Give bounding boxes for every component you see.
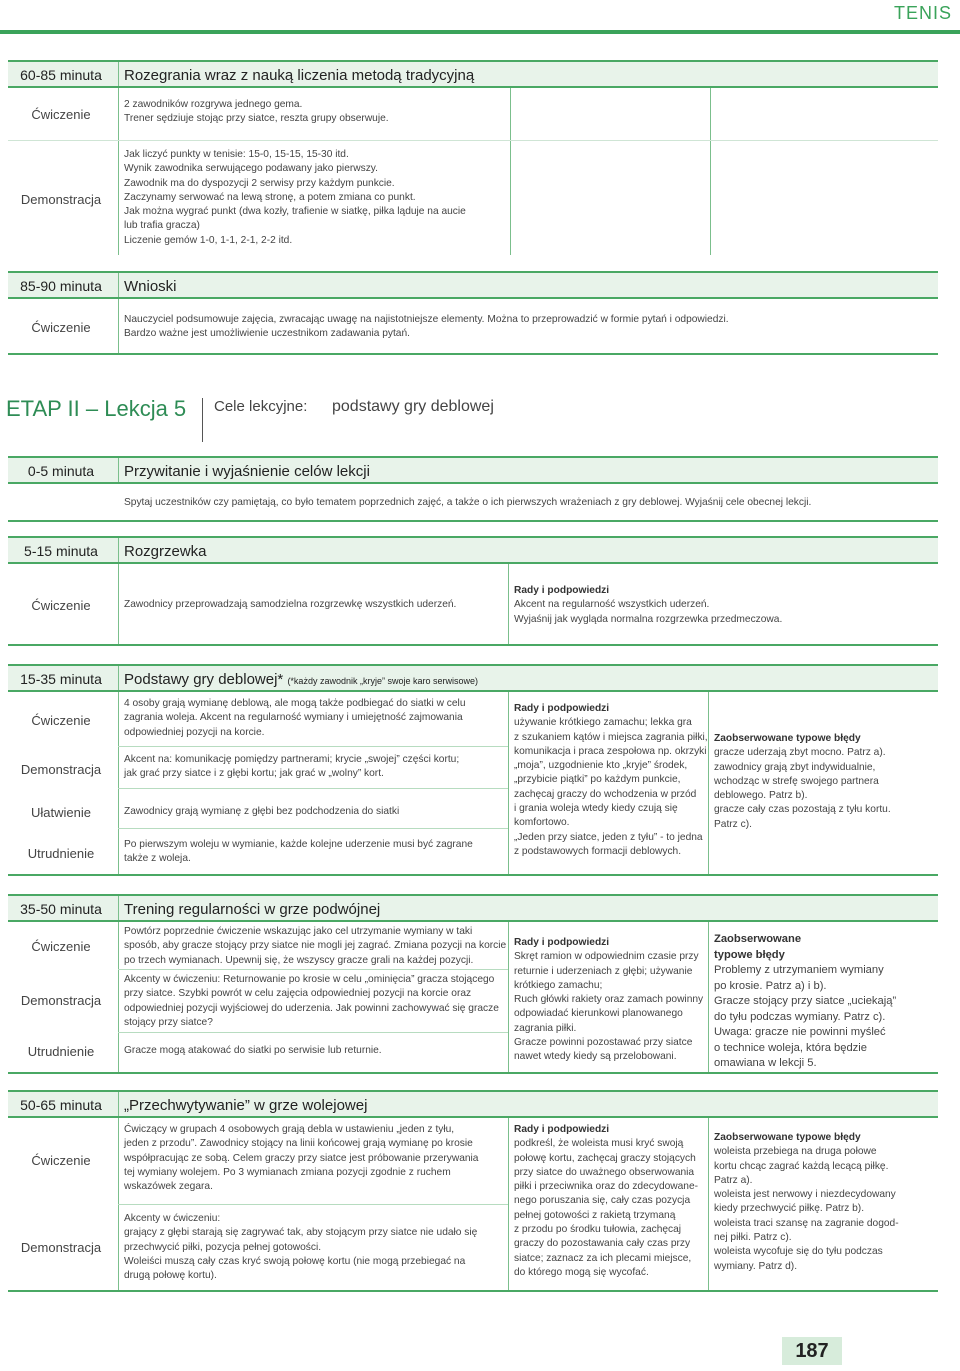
row-text: Nauczyciel podsumowuje zajęcia, zwracając uwagę na najistotniejsze elementy. Można to przeprowadzić w formie pytań i odpowiedzi. Bardzo ważne jest umożliwienie uczestnikom zadawania pytań. [124, 314, 729, 340]
header-rule [0, 30, 960, 34]
section-band [8, 271, 938, 299]
page-header [0, 0, 960, 30]
row-label: Demonstracja [20, 1240, 102, 1255]
goals-label: Cele lekcyjne: [214, 398, 308, 415]
row-label: Ćwiczenie [31, 598, 91, 613]
section-time: 60-85 minuta [20, 67, 102, 83]
row-label: Ćwiczenie [31, 713, 91, 728]
row-text: Powtórz poprzednie ćwiczenie wskazując jako cel utrzymanie wymiany w taki sposób, aby gracze stojący przy siatce nie mogli jej zagrać. Zmiana pozycji na korcie po trzech wymianach. Upewnij się, że wszyscy gracze grali na każdej pozycji. [124, 926, 507, 966]
row-text: Zawodnicy przeprowadzają samodzielna rozgrzewkę wszystkich uderzeń. [124, 599, 457, 610]
header-title: TENIS [893, 3, 952, 23]
row-label: Demonstracja [20, 192, 102, 207]
section-band [8, 1090, 938, 1118]
section-60-85 [8, 60, 938, 255]
section-35-50 [8, 894, 938, 1074]
row-text: Zawodnicy grają wymianę z głębi bez podchodzenia do siatki [124, 806, 400, 817]
row-text: Akcent na: komunikację pomiędzy partnerami; krycie „swojej” części kortu; jak grać przy siatce i z głębi kortu; jak grać w „wolny” kort. [124, 754, 460, 780]
section-band [8, 60, 938, 88]
row-label: Ćwiczenie [31, 320, 91, 335]
row-label: Ćwiczenie [31, 107, 91, 122]
row-label: Utrudnienie [27, 1044, 95, 1059]
hints: Rady i podpowiedzi Skręt ramion w odpowiednim czasie przy returnie i uderzeniach z głębi; używanie krótkiego zamachu; Ruch główki rakiety oraz zamach powinny odpowiadać kierunkowi planowanego zagrania piłki. Gracze powinni pozostawać przy siatce nawet wtedy kiedy są przelobowani. [514, 937, 704, 1063]
section-85-90 [8, 271, 938, 355]
section-text: Spytaj uczestników czy pamiętają, co było tematem poprzednich zajęć, a także o ich pierwszych wrażeniach z gry deblowej. Wyjaśnij cele obecnej lekcji. [124, 497, 812, 508]
row-text: Ćwiczący w grupach 4 osobowych grają debla w ustawieniu „jeden z tyłu, jeden z przodu”. Zawodnicy stojący na linii końcowej grają wymianę po krosie współpracując ze sobą. Celem graczy przy siatce jest próbowanie przerywania tej wymiany wolejem. Po 3 wymianach zmiana pozycji zgodnie z ruchem wskazówek zegara. [124, 1124, 479, 1193]
section-50-65 [8, 1090, 938, 1292]
section-title: Przywitanie i wyjaśnienie celów lekcji [124, 463, 370, 480]
section-15-35 [8, 664, 938, 876]
row-label: Demonstracja [20, 762, 102, 777]
row-label: Demonstracja [20, 993, 102, 1008]
section-time: 50-65 minuta [20, 1097, 102, 1113]
hints: Rady i podpowiedzi używanie krótkiego zamachu; lekka gra z szukaniem kątów i miejsca zagrania piłki, komunikacja i praca zespołowa np. okrzyki „moja”, uzgodnienie kto „kryje” środek, „przybicie piątki” po każdym punkcie, zachęcaj graczy do wchodzenia w przód i grania woleja wtedy kiedy czują się komfortowo. „Jeden przy siatce, jeden z tyłu” - to jedna z podstawowych formacji deblowych. [514, 703, 708, 857]
row-text: 2 zawodników rozgrywa jednego gema. Trener sędziuje stojąc przy siatce, reszta grupy obserwuje. [124, 99, 389, 125]
row-text: 4 osoby grają wymianę deblową, ale mogą także podbiegać do siatki w celu zagrania woleja. Akcent na regularność wymiany i umiejętność zajmowania odpowiedniej pozycji na korcie. [124, 698, 466, 738]
errors: Zaobserwowane typowe błędy woleista przebiega na druga połowe kortu chcąc zagrać każdą lecącą piłkę. Patrz a). woleista jest nerwowy i niezdecydowany kiedy przechwycić piłkę. Patrz b). woleista traci szansę na zagranie dogod- nej piłki. Patrz c). woleista wycofuje się do tyłu podczas wymiany. Patrz d). [714, 1132, 899, 1272]
section-band [8, 456, 938, 484]
section-title: Wnioski [124, 278, 177, 295]
section-time: 35-50 minuta [20, 901, 102, 917]
section-band [8, 536, 938, 564]
hints: Rady i podpowiedzi podkreśl, że woleista musi kryć swoją połowę kortu, zachęcaj graczy stojących przy siatce do uważnego obserwowania piłki i przeciwnika oraz do zdecydowane- nego poruszania się, cały czas pozycja pełnej gotowości z rakietą trzymaną z przodu po środku tułowia, zachęcaj graczy do pozostawania cały czas przy siatce; zaznacz za ich plecami miejsce, do którego mogą się wycofać. [514, 1124, 699, 1278]
section-0-5 [8, 456, 938, 522]
section-time: 15-35 minuta [20, 671, 102, 687]
section-time: 0-5 minuta [27, 463, 95, 479]
errors: Zaobserwowane typowe błędy gracze uderzają zbyt mocno. Patrz a). zawodnicy grają zbyt indywidualnie, wchodząc w strefę swojego partnera deblowego. Patrz b). gracze cały czas pozostają z tyłu kortu. Patrz c). [714, 733, 891, 830]
divider [202, 398, 203, 442]
row-text: Gracze mogą atakować do siatki po serwisie lub returnie. [124, 1045, 382, 1056]
section-band [8, 664, 938, 692]
row-text: Jak liczyć punkty w tenisie: 15-0, 15-15, 15-30 itd. Wynik zawodnika serwującego podawany jako pierwszy. Zawodnik ma do dyspozycji 2 serwisy przy każdym punkcie. Zaczynamy serwować na lewą stronę, a potem zmiana co punkt. Jak można wygrać punkt (dwa kozły, trafienie w siatkę, piłka ląduje na aucie lub trafia gracza) Liczenie gemów 1-0, 1-1, 2-1, 2-2 itd. [124, 149, 466, 246]
row-text: Akcenty w ćwiczeniu: Returnowanie po krosie w celu „ominięcia” gracza stojącego przy siatce. Szybki powrót w celu zajęcia odpowiedniej pozycji na korcie oraz odpowiedniej pozycji wyjściowej do uderzenia. Jak powinni zachowywać się gracze stojący przy siatce? [124, 974, 499, 1028]
row-label: Ułatwienie [31, 805, 91, 820]
goals-value: podstawy gry deblowej [332, 398, 494, 415]
section-title: Rozgrzewka [124, 543, 207, 560]
section-time: 5-15 minuta [24, 543, 98, 559]
hints: Rady i podpowiedzi Akcent na regularność wszystkich uderzeń. Wyjaśnij jak wygląda normalna rozgrzewka przedmeczowa. [514, 585, 783, 625]
lesson-title: ETAP II – Lekcja 5 [6, 396, 187, 421]
section-title: Rozegrania wraz z nauką liczenia metodą tradycyjną [124, 67, 475, 84]
row-text: Akcenty w ćwiczeniu: grający z głębi starają się zagrywać tak, aby stojącym przy siatce nie udało się przechwycić piłki, pozycja pełnej gotowości. Woleiści muszą cały czas kryć swoją połowę kortu (nie mogą przebiegać na drugą połowę kortu). [124, 1213, 478, 1282]
section-time: 85-90 minuta [20, 278, 102, 294]
section-title: Trening regularności w grze podwójnej [124, 901, 381, 918]
section-title: „Przechwytywanie” w grze wolejowej [124, 1097, 368, 1114]
row-text: Po pierwszym woleju w wymianie, każde kolejne uderzenie musi być zagrane także z woleja. [124, 839, 473, 865]
section-5-15 [8, 536, 938, 646]
row-label: Ćwiczenie [31, 939, 91, 954]
row-label: Utrudnienie [27, 846, 95, 861]
errors: Zaobserwowane typowe błędy Problemy z utrzymaniem wymiany po krosie. Patrz a) i b). Gracze stojący przy siatce „uciekają” do tyłu podczas wymiany. Patrz c). Uwaga: gracze nie powinni myśleć o technice woleja, która będzie omawiana w lekcji 5. [714, 933, 897, 1069]
section-band [8, 894, 938, 922]
row-label: Ćwiczenie [31, 1153, 91, 1168]
section-title: Podstawy gry deblowej* (*każdy zawodnik „kryje” swoje karo serwisowe) [124, 671, 478, 688]
page-number: 187 [782, 1337, 842, 1365]
